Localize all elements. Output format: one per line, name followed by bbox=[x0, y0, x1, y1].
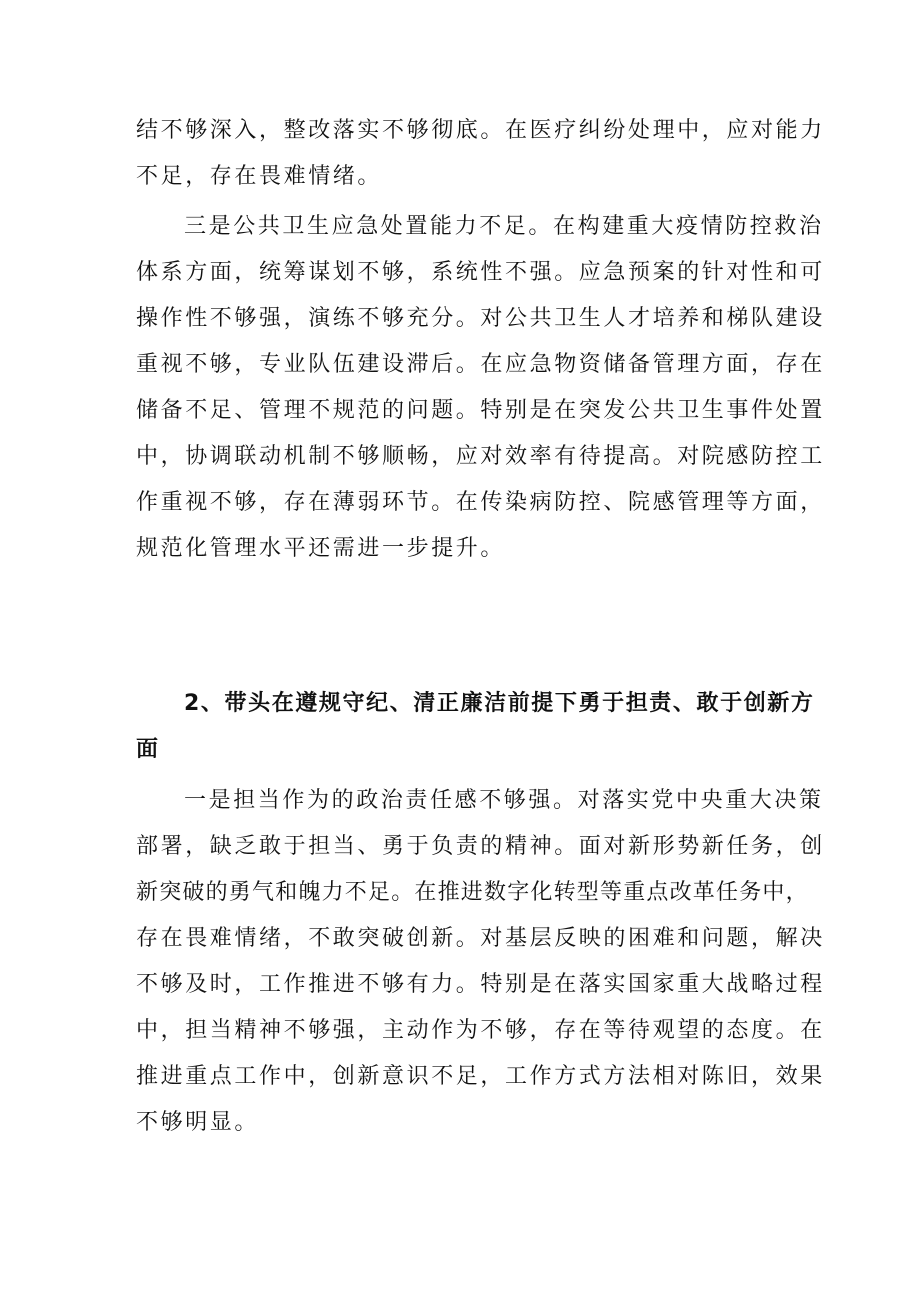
text-line: 三是公共卫生应急处置能力不足。在构建重大疫情防控救治 bbox=[184, 214, 824, 239]
text-line: 不够及时，工作推进不够有力。特别是在落实国家重大战略过程 bbox=[136, 972, 825, 997]
paragraph-continuation bbox=[136, 113, 825, 205]
text-line: 作重视不够，存在薄弱环节。在传染病防控、院感管理等方面， bbox=[136, 490, 825, 515]
text-line: 中，协调联动机制不够顺畅，应对效率有待提高。对院感防控工 bbox=[136, 444, 825, 469]
text-line: 部署，缺乏敢于担当、勇于负责的精神。面对新形势新任务，创 bbox=[136, 834, 825, 859]
text-line: 一是担当作为的政治责任感不够强。对落实党中央重大决策 bbox=[184, 788, 824, 813]
text-line: 不足，存在畏难情绪。 bbox=[136, 164, 383, 189]
paragraph-public-health bbox=[136, 209, 825, 577]
text-line: 新突破的勇气和魄力不足。在推进数字化转型等重点改革任务中， bbox=[136, 880, 809, 905]
text-line: 操作性不够强，演练不够充分。对公共卫生人才培养和梯队建设 bbox=[136, 306, 825, 331]
text-line: 规范化管理水平还需进一步提升。 bbox=[136, 536, 506, 561]
text-line: 中，担当精神不够强，主动作为不够，存在等待观望的态度。在 bbox=[136, 1018, 825, 1043]
text-line: 存在畏难情绪，不敢突破创新。对基层反映的困难和问题，解决 bbox=[136, 926, 825, 951]
text-line: 体系方面，统筹谋划不够，系统性不强。应急预案的针对性和可 bbox=[136, 260, 825, 285]
heading-line: 面 bbox=[136, 737, 160, 762]
text-line: 储备不足、管理不规范的问题。特别是在突发公共卫生事件处置 bbox=[136, 398, 825, 423]
text-line: 不够明显。 bbox=[136, 1110, 260, 1135]
paragraph-responsibility bbox=[136, 783, 825, 1151]
heading-line: 2、带头在遵规守纪、清正廉洁前提下勇于担责、敢于创新方 bbox=[184, 691, 815, 716]
text-line: 重视不够，专业队伍建设滞后。在应急物资储备管理方面，存在 bbox=[136, 352, 825, 377]
text-line: 结不够深入，整改落实不够彻底。在医疗纠纷处理中，应对能力 bbox=[136, 118, 825, 143]
text-line: 推进重点工作中，创新意识不足，工作方式方法相对陈旧，效果 bbox=[136, 1064, 825, 1089]
section-heading bbox=[136, 686, 815, 778]
